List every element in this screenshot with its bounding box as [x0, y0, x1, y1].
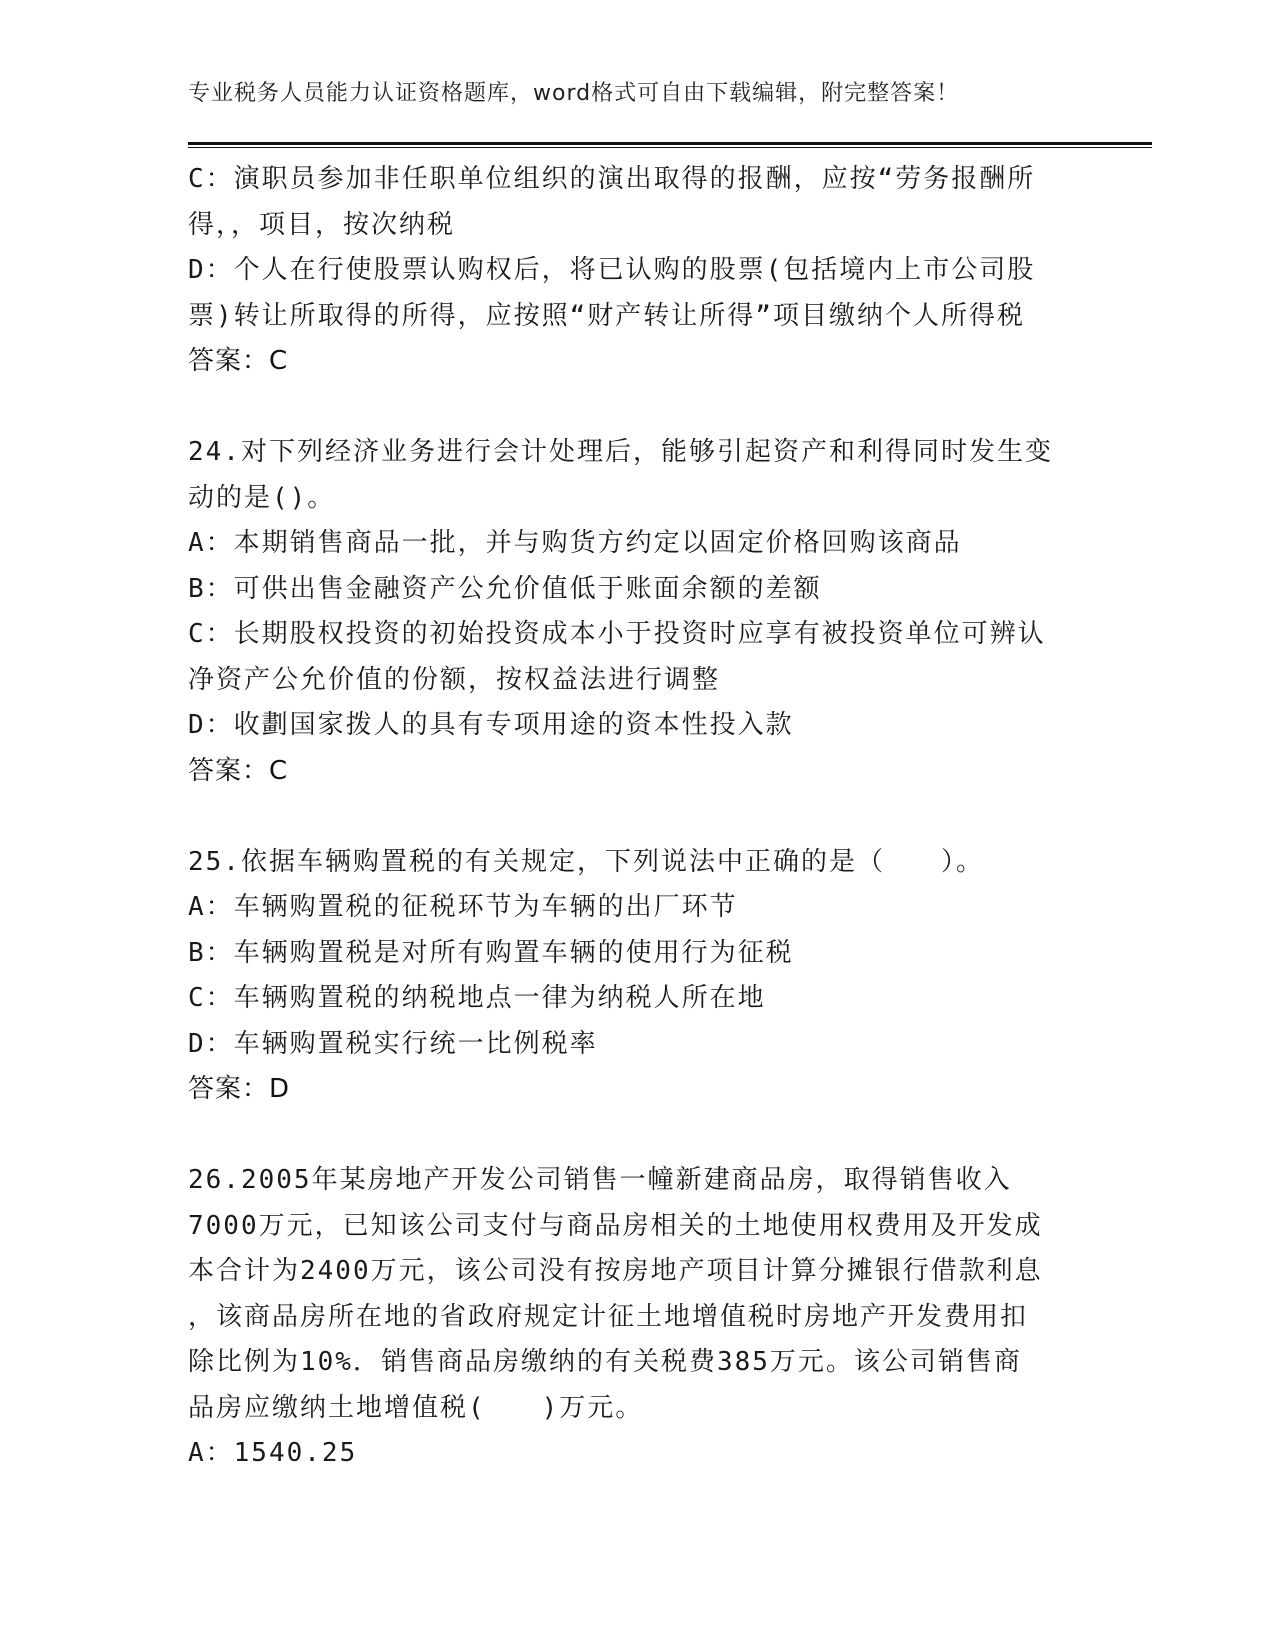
page-header: 专业税务人员能力认证资格题库，word格式可自由下载编辑，附完整答案！ [188, 81, 960, 106]
option-a: A：车辆购置税的征税环节为车辆的出厂环节 [188, 892, 738, 922]
question-stem-line-3: 本合计为2400万元，该公司没有按房地产项目计算分摊银行借款利息 [188, 1256, 1043, 1286]
option-c: C：车辆购置税的纳税地点一律为纳税人所在地 [188, 983, 766, 1013]
option-c-line-1: C：长期股权投资的初始投资成本小于投资时应享有被投资单位可辨认 [188, 619, 1046, 649]
answer-24: 答案：C [188, 755, 289, 786]
spacer [188, 385, 1088, 431]
option-d-line-2: 票)转让所取得的所得，应按照“财产转让所得”项目缴纳个人所得税 [188, 300, 1025, 331]
option-c-line-2: 净资产公允价值的份额，按权益法进行调整 [188, 664, 721, 695]
option-b: B：可供出售金融资产公允价值低于账面余额的差额 [188, 573, 822, 604]
question-stem-line-5: 除比例为10%．销售商品房缴纳的有关税费385万元。该公司销售商 [188, 1347, 1022, 1377]
header-divider [188, 142, 1152, 148]
option-b: B：车辆购置税是对所有购置车辆的使用行为征税 [188, 937, 794, 968]
question-stem-line-1: 24.对下列经济业务进行会计处理后，能够引起资产和利得同时发生变 [188, 437, 1053, 467]
spacer [188, 794, 1088, 840]
question-25 [188, 840, 1088, 1113]
question-stem-line-1: 26.2005年某房地产开发公司销售一幢新建商品房，取得销售收入 [188, 1165, 1012, 1195]
answer-25: 答案：D [188, 1074, 291, 1104]
question-stem: 25.依据车辆购置税的有关规定，下列说法中正确的是（ ）。 [188, 846, 984, 877]
option-c-line-2: 得，，项目，按次纳税 [188, 209, 456, 240]
answer-23: 答案：C [188, 346, 289, 376]
option-d-line-1: D：个人在行使股票认购权后，将已认购的股票(包括境内上市公司股 [188, 255, 1036, 285]
question-stem-line-2: 动的是()。 [188, 482, 336, 513]
option-a: A：本期销售商品一批，并与购货方约定以固定价格回购该商品 [188, 528, 962, 558]
question-stem-line-4: ，该商品房所在地的省政府规定计征土地增值税时房地产开发费用扣 [188, 1301, 1029, 1332]
option-a: A：1540.25 [188, 1438, 358, 1468]
option-d: D：收劃国家拨人的具有专项用途的资本性投入款 [188, 710, 794, 740]
option-d: D：车辆购置税实行统一比例税率 [188, 1028, 598, 1059]
option-c-line-1: C：演职员参加非任职单位组织的演出取得的报酬，应按“劳务报酬所 [188, 164, 1036, 194]
spacer [188, 1113, 1088, 1159]
question-stem-line-6: 品房应缴纳土地增值税( )万元。 [188, 1392, 644, 1423]
question-26 [188, 1158, 1088, 1477]
question-stem-line-2: 7000万元，已知该公司支付与商品房相关的土地使用权费用及开发成 [188, 1210, 1043, 1241]
question-23-tail [188, 157, 1088, 385]
document-body [188, 157, 1088, 1477]
question-24 [188, 430, 1088, 794]
